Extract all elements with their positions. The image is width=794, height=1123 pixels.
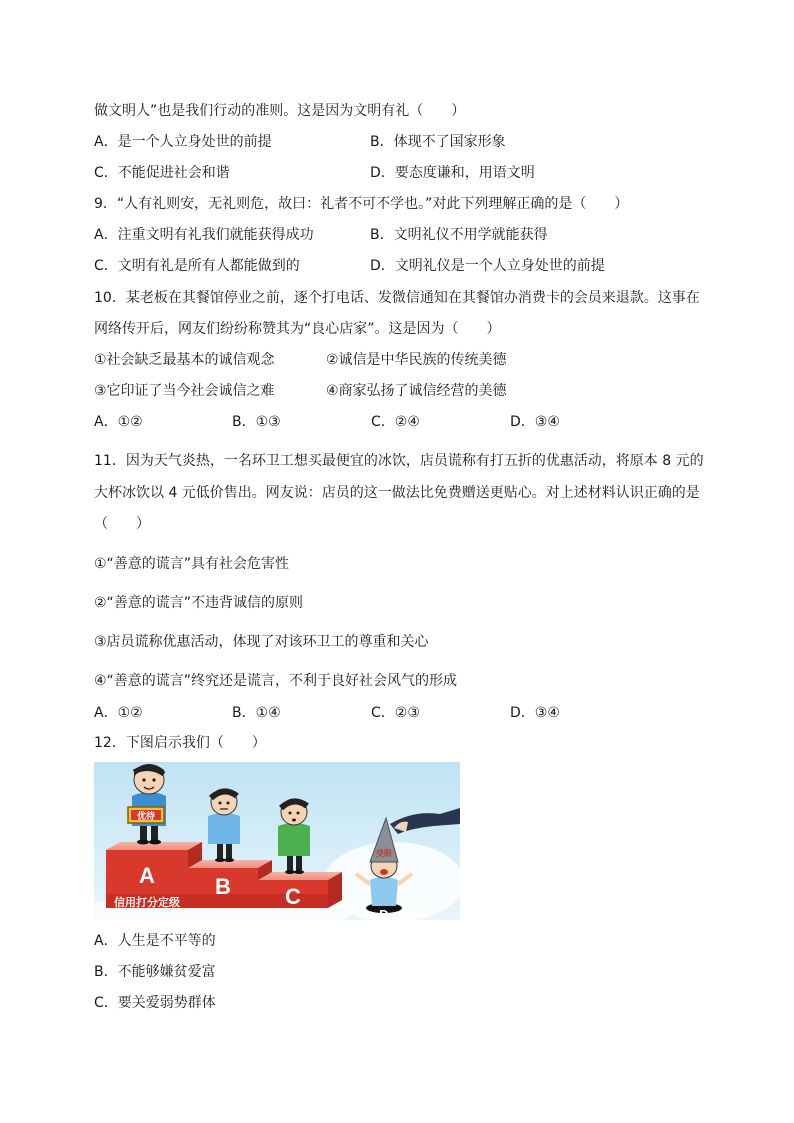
q10-stem-line2: 网络传开后，网友们纷纷称赞其为“良心店家”。这是因为（ ） — [94, 321, 501, 337]
level-b-label: B — [215, 874, 231, 899]
q9-option-c[interactable]: C．文明有礼是所有人都能做到的 — [94, 258, 300, 274]
q9-options-row1 — [94, 225, 548, 245]
q11-stem-line3: （ ） — [94, 516, 150, 532]
q9-options-row2 — [94, 256, 605, 276]
q10-option-b[interactable]: B．①③ — [232, 414, 281, 430]
level-c-label: C — [285, 884, 301, 909]
q10-statement-2: ②诚信是中华民族的传统美德 — [326, 352, 507, 368]
q11-statement-3: ③店员谎称优惠活动，体现了对该环卫工的尊重和关心 — [94, 634, 429, 650]
q10-statement-4: ④商家弘扬了诚信经营的美德 — [326, 383, 507, 399]
q10-option-d[interactable]: D．③④ — [510, 414, 560, 430]
q10-statement-1: ①社会缺乏最基本的诚信观念 — [94, 352, 275, 368]
q11-option-d[interactable]: D．③④ — [510, 705, 560, 721]
q8-option-a[interactable]: A．是一个人立身处世的前提 — [94, 134, 272, 150]
q10-statement-3: ③它印证了当今社会诚信之难 — [94, 383, 275, 399]
q9-stem: 9．“人有礼则安，无礼则危，故曰：礼者不可不学也。”对此下列理解正确的是（ ） — [94, 196, 629, 212]
q9-option-b[interactable]: B．文明礼仪不用学就能获得 — [370, 227, 548, 243]
q11-option-c[interactable]: C．②③ — [371, 705, 420, 721]
level-d-label: D — [379, 907, 389, 920]
q10-option-c[interactable]: C．②④ — [371, 414, 420, 430]
credit-rating-cartoon — [94, 762, 460, 920]
q11-options — [94, 703, 560, 723]
q11-statement-1: ①“善意的谎言”具有社会危害性 — [94, 556, 290, 572]
q11-statement-2: ②“善意的谎言”不违背诚信的原则 — [94, 595, 304, 611]
q8-stem-tail: 做文明人”也是我们行动的准则。这是因为文明有礼（ ） — [94, 103, 466, 119]
q9-option-a[interactable]: A．注重文明有礼我们就能获得成功 — [94, 227, 314, 243]
priority-sign-label: 优待 — [136, 812, 156, 822]
q8-options-row2 — [94, 163, 535, 183]
q8-options-row1 — [94, 132, 506, 152]
q11-option-a[interactable]: A．①② — [94, 705, 143, 721]
q11-stem-line1: 11．因为天气炎热，一名环卫工想买最便宜的冰饮，店员谎称有打五折的优惠活动，将原本 8 元的 — [94, 453, 704, 469]
q8-option-d[interactable]: D．要态度谦和，用语文明 — [370, 165, 535, 181]
level-a-label: A — [139, 863, 155, 888]
q8-option-c[interactable]: C．不能促进社会和谐 — [94, 165, 230, 181]
q8-option-b[interactable]: B．体现不了国家形象 — [370, 134, 506, 150]
q12-option-c[interactable]: C．要关爱弱势群体 — [94, 995, 216, 1011]
q10-option-a[interactable]: A．①② — [94, 414, 143, 430]
steps-caption: 信用打分定级 — [114, 896, 180, 909]
q12-stem: 12．下图启示我们（ ） — [94, 735, 266, 751]
q10-options — [94, 412, 560, 432]
q9-option-d[interactable]: D．文明礼仪是一个人立身处世的前提 — [370, 258, 605, 274]
q10-statements-row1 — [94, 350, 507, 370]
q12-option-b[interactable]: B．不能够嫌贫爱富 — [94, 964, 216, 980]
q12-option-a[interactable]: A．人生是不平等的 — [94, 933, 216, 949]
q11-statement-4: ④“善意的谎言”终究还是谎言，不利于良好社会风气的形成 — [94, 673, 458, 689]
q10-stem-line1: 10．某老板在其餐馆停业之前，逐个打电话、发微信通知在其餐馆办消费卡的会员来退款。这事在 — [94, 290, 700, 306]
q11-option-b[interactable]: B．①④ — [232, 705, 281, 721]
q11-stem-line2: 大杯冰饮以 4 元低价售出。网友说：店员的这一做法比免费赠送更贴心。对上述材料认识正确的是 — [94, 485, 700, 501]
restricted-label: 受限 — [376, 849, 392, 858]
q10-statements-row2 — [94, 381, 507, 401]
